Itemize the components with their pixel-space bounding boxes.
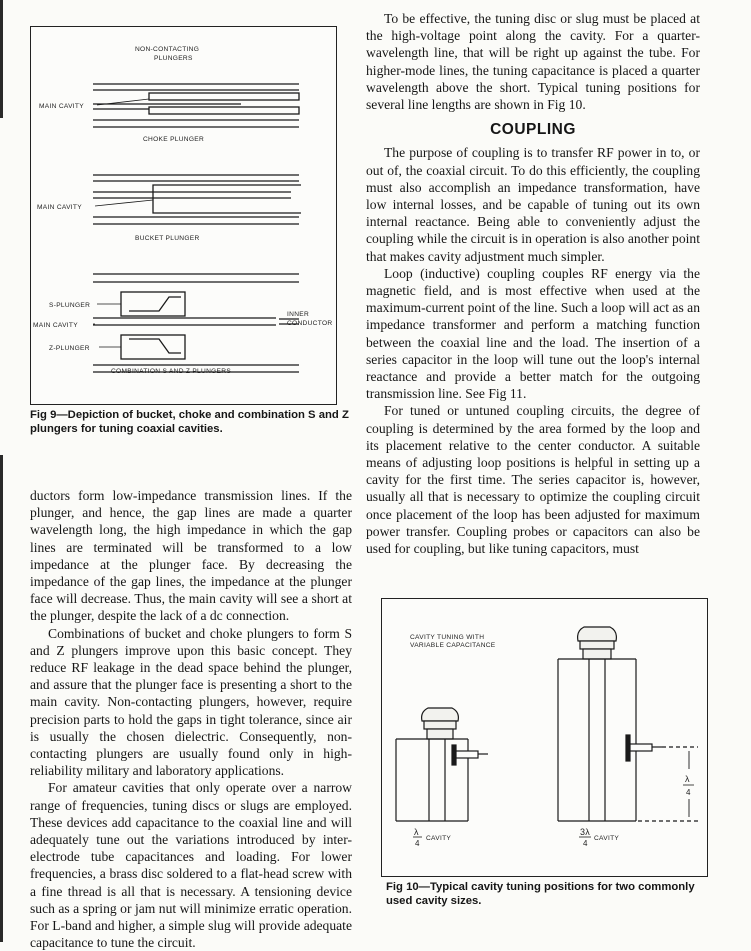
label-conductor: CONDUCTOR (287, 320, 333, 327)
left-column-text (30, 487, 352, 951)
lambda-2: λ (685, 774, 690, 784)
right-paragraph-4: For tuned or untuned coupling circuits, the degree of coupling is determined by the area formed by the loop and its placement relative to the center conductor. A suitable means of adjusting loop positions is helpful in setting up a cavity for the first time. The series capacitor is, however, usually all that is necessary to optimize the coupling circuit once placement of the loop has been adjusted for maximum power transfer. Coupling probes or capacitors can also be used for coupling, but like tuning capacitors, must (366, 403, 700, 557)
label-z-plunger: Z-PLUNGER (49, 345, 90, 352)
fig9-caption: Fig 9—Depiction of bucket, choke and combination S and Z plungers for tuning coaxial cavities. (30, 409, 349, 435)
coupling-heading: COUPLING (490, 121, 576, 139)
right-paragraph-1: To be effective, the tuning disc or slug must be placed at the high-voltage point along the cavity. For a quarter-wavelength line, that will be right up against the tube. For higher-mode lines, the tuning capacitance is placed a quarter wavelength above the short. Typical tuning positions for several line lengths are shown in Fig 10. (366, 11, 700, 113)
right-column-text (366, 10, 700, 557)
label-s-plunger: S-PLUNGER (49, 302, 91, 309)
three-lambda: 3λ (580, 827, 591, 837)
label-choke-plunger: CHOKE PLUNGER (143, 136, 205, 143)
left-paragraph-2: Combinations of bucket and choke plungers to form S and Z plungers improve upon this basic concept. They reduce RF leakage in the dead space behind the plunger, and assure that the plunger face is presenting a short to the main cavity. Non-contacting plungers, however, require precision parts to hold the gaps in tight tolerance, since air is usually the chosen dielectric. Consequently, non-contacting plungers are usually found only in high-reliability military and laboratory applications. (30, 625, 352, 779)
right-paragraph-2: The purpose of coupling is to transfer RF power in to, or out of, the coaxial circuit. To do this efficiently, the coupling must also accomplish an impedance transformation, have low internal losses, and be capable of tuning out its own internal reactance. Being able to conveniently adjust the coupling while the circuit is in operation is also another point that makes cavity adjustment much simpler. (366, 145, 700, 264)
lambda-1: λ (414, 827, 419, 837)
label-variable-capacitance: VARIABLE CAPACITANCE (410, 642, 496, 649)
right-paragraph-3: Loop (inductive) coupling couples RF energy via the magnetic field, and is most effective when used at the maximum-current point of the line. Such a loop will act as an impedance transformer and perform a matching function between the coaxial line and the load. The insertion of a series capacitor in the loop will tune out the loop's internal reactance and provide a better match for the outgoing transmission line. See Fig 11. (366, 265, 700, 402)
left-paragraph-3: For amateur cavities that only operate over a narrow range of frequencies, tuning discs or slugs are employed. These devices add capacitance to the coaxial line and will adequately tune out the variations introduced by inter-electrode tube capacitances and loading. For lower frequencies, a brass disc soldered to a flat-head screw with a fine thread is all that is necessary. A tensioning device such as a spring or jam nut will minimize erratic operation. For L-band and higher, a simple slug will provide adequate capacitance to tune the circuit. (30, 780, 352, 951)
label-combination: COMBINATION S AND Z PLUNGERS (111, 368, 232, 375)
fig9-drawing (31, 27, 336, 404)
figure-10 (381, 598, 708, 877)
label-main-cavity-1: MAIN CAVITY (39, 103, 84, 110)
label-bucket-plunger: BUCKET PLUNGER (135, 235, 200, 242)
four-1: 4 (415, 839, 420, 848)
label-plungers: PLUNGERS (154, 55, 193, 62)
label-main-cavity-2: MAIN CAVITY (37, 204, 82, 211)
four-3: 4 (686, 788, 691, 797)
cavity-label-2: CAVITY (594, 835, 620, 842)
page-edge-lower (0, 455, 3, 942)
label-noncontacting: NON-CONTACTING (135, 46, 200, 53)
cavity-label-1: CAVITY (426, 835, 452, 842)
page-edge-upper (0, 0, 3, 118)
figure-9 (30, 26, 337, 405)
left-paragraph-1: ductors form low-impedance transmission lines. If the plunger, and hence, the gap lines are made a quarter wavelength long, the high impedance in which the gap lines are terminated will be transformed to a low impedance at the plunger face. By decreasing the impedance of the gap lines, the impedance at the plunger face will decrease. Thus, the main cavity will see a short at the plunger, despite the lack of a dc connection. (30, 488, 352, 624)
four-2: 4 (583, 839, 588, 848)
label-cavity-tuning: CAVITY TUNING WITH (410, 634, 485, 641)
label-inner: INNER (287, 311, 310, 318)
fig10-drawing (382, 599, 707, 876)
fig10-caption: Fig 10—Typical cavity tuning positions for two commonly used cavity sizes. (386, 881, 695, 907)
label-main-cavity-3: MAIN CAVITY (33, 322, 78, 329)
